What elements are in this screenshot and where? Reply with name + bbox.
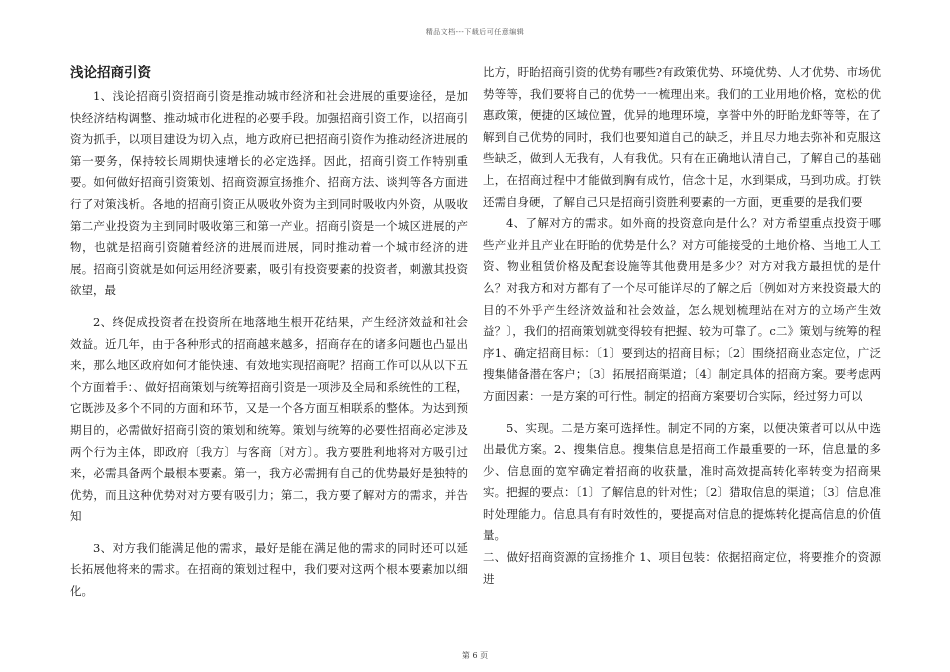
paragraph-4: 4、了解对方的需求。如外商的投资意向是什么？对方希望重点投资于哪些产业并且产业在盱眙的优势是什么？对方可能接受的土地价格、当地工人工资、物业租赁价格及配套设施等其他费用是多少？对方对我方最担忧的是什么？对我方和对方都有了一个尽可能详尽的了解之后〔例如对方来投资最大的目的不外乎产生经济效益和社会效益，怎么规划梳理站在对方的立场产生效益？〕，我们的招商策划就变得较有把握、较为可靠了。c二》策划与统筹的程序1、确定招商目标：〔1〕要到达的招商目标；〔2〕围绕招商业态定位，广泛搜集储备潜在客户；〔3〕拓展招商渠道；〔4〕制定具体的招商方案。要考虑两方面因素：一是方案的可行性。制定的招商方案要切合实际，经过努力可以 bbox=[483, 216, 881, 403]
paragraph-2: 2、终促成投资者在投资所在地落地生根开花结果，产生经济效益和社会效益。近几年，由于各种形式的招商越来越多，招商存在的诸多问题也凸显出来，那么地区政府如何才能快速、有效地实现招商呢？招商工作可以从以下五个方面着手：、做好招商策划与统筹招商引资是一项涉及全局和系统性的工程，它既涉及多个不同的方面和环节，又是一个各方面互相联系的整体。为达到预期目的，必需做好招商引资的策划和统筹。策划与统筹的必要性招商必定涉及两个行为主体，即政府〔我方〕与客商〔对方〕。我方要胜利地将对方吸引过来，必需具备两个最根本要素。第一，我方必需拥有自己的优势最好是独特的优势，而且这种优势对对方要有吸引力；第二，我方要了解对方的需求，并告知 bbox=[70, 314, 468, 524]
document-title: 浅论招商引资 bbox=[70, 65, 151, 81]
paragraph-continued: 比方，盱眙招商引资的优势有哪些?有政策优势、环境优势、人才优势、市场优势等等，我们要将自己的优势一一梳理出来。我们的工业用地价格，宽松的优惠政策，便捷的区域位置，优异的地理环境，享誉中外的盱眙龙虾等等，在了解到自己优势的同时，我们也要知道自己的缺乏，并且尽力地去弥补和克服这些缺乏，做到人无我有，人有我优。只有在正确地认清自己，了解自己的基础上，在招商过程中才能做到胸有成竹，信念十足，水到渠成，马到功成。打铁还需自身硬，了解自己只是招商引资胜利要素的一方面，更重要的是我们要 bbox=[483, 65, 881, 209]
left-column bbox=[70, 62, 468, 603]
right-column bbox=[483, 62, 881, 590]
paragraph-1: 1、浅论招商引资招商引资是推动城市经济和社会进展的重要途径，是加快经济结构调整、推动城市化进程的必要手段。加强招商引资工作，以招商引资为抓手，以项目建设为切入点，地方政府已把招商引资作为推动经济进展的第一要务，保持较长周期快速增长的必定选择。因此，招商引资工作特别重要。如何做好招商引资策划、招商资源宣扬推介、招商方法、谈判等各方面进行了对策浅析。各地的招商引资正从吸收外资为主到同时吸收内外资，从吸收第二产业投资为主到同时吸收第三和第一产业。招商引资是一个城区进展的产物，也就是招商引资随着经济的进展而进展，同时推动着一个城市经济的进展。招商引资就是如何运用经济要素，吸引有投资要素的投资者，刺激其投资欲望，最 bbox=[70, 89, 468, 298]
paragraph-3: 3、对方我们能满足他的需求，最好是能在满足他的需求的同时还可以延长拓展他将来的需求。在招商的策划过程中，我们要对这两个根本要素加以细化。 bbox=[70, 540, 468, 599]
page-header: 精品文档---下载后可任意编辑 bbox=[425, 28, 525, 36]
page-number: 第 6 页 bbox=[461, 651, 489, 660]
paragraph-5: 5、实现。二是方案可选择性。制定不同的方案，以便决策者可以从中选出最优方案。2、搜集信息。搜集信息是招商工作最重要的一环，信息量的多少、信息面的宽窄确定着招商的收获量，准时高效提高转化率转变为招商果实。把握的要点：〔1〕了解信息的针对性；〔2〕猎取信息的渠道；〔3〕信息准时处理能力。信息具有有时效性的，要提高对信息的提炼转化提高信息的价值量。 bbox=[483, 420, 881, 543]
section-heading-two: 二、做好招商资源的宣扬推介 1、项目包装：依据招商定位，将要推介的资源进 bbox=[483, 550, 881, 586]
